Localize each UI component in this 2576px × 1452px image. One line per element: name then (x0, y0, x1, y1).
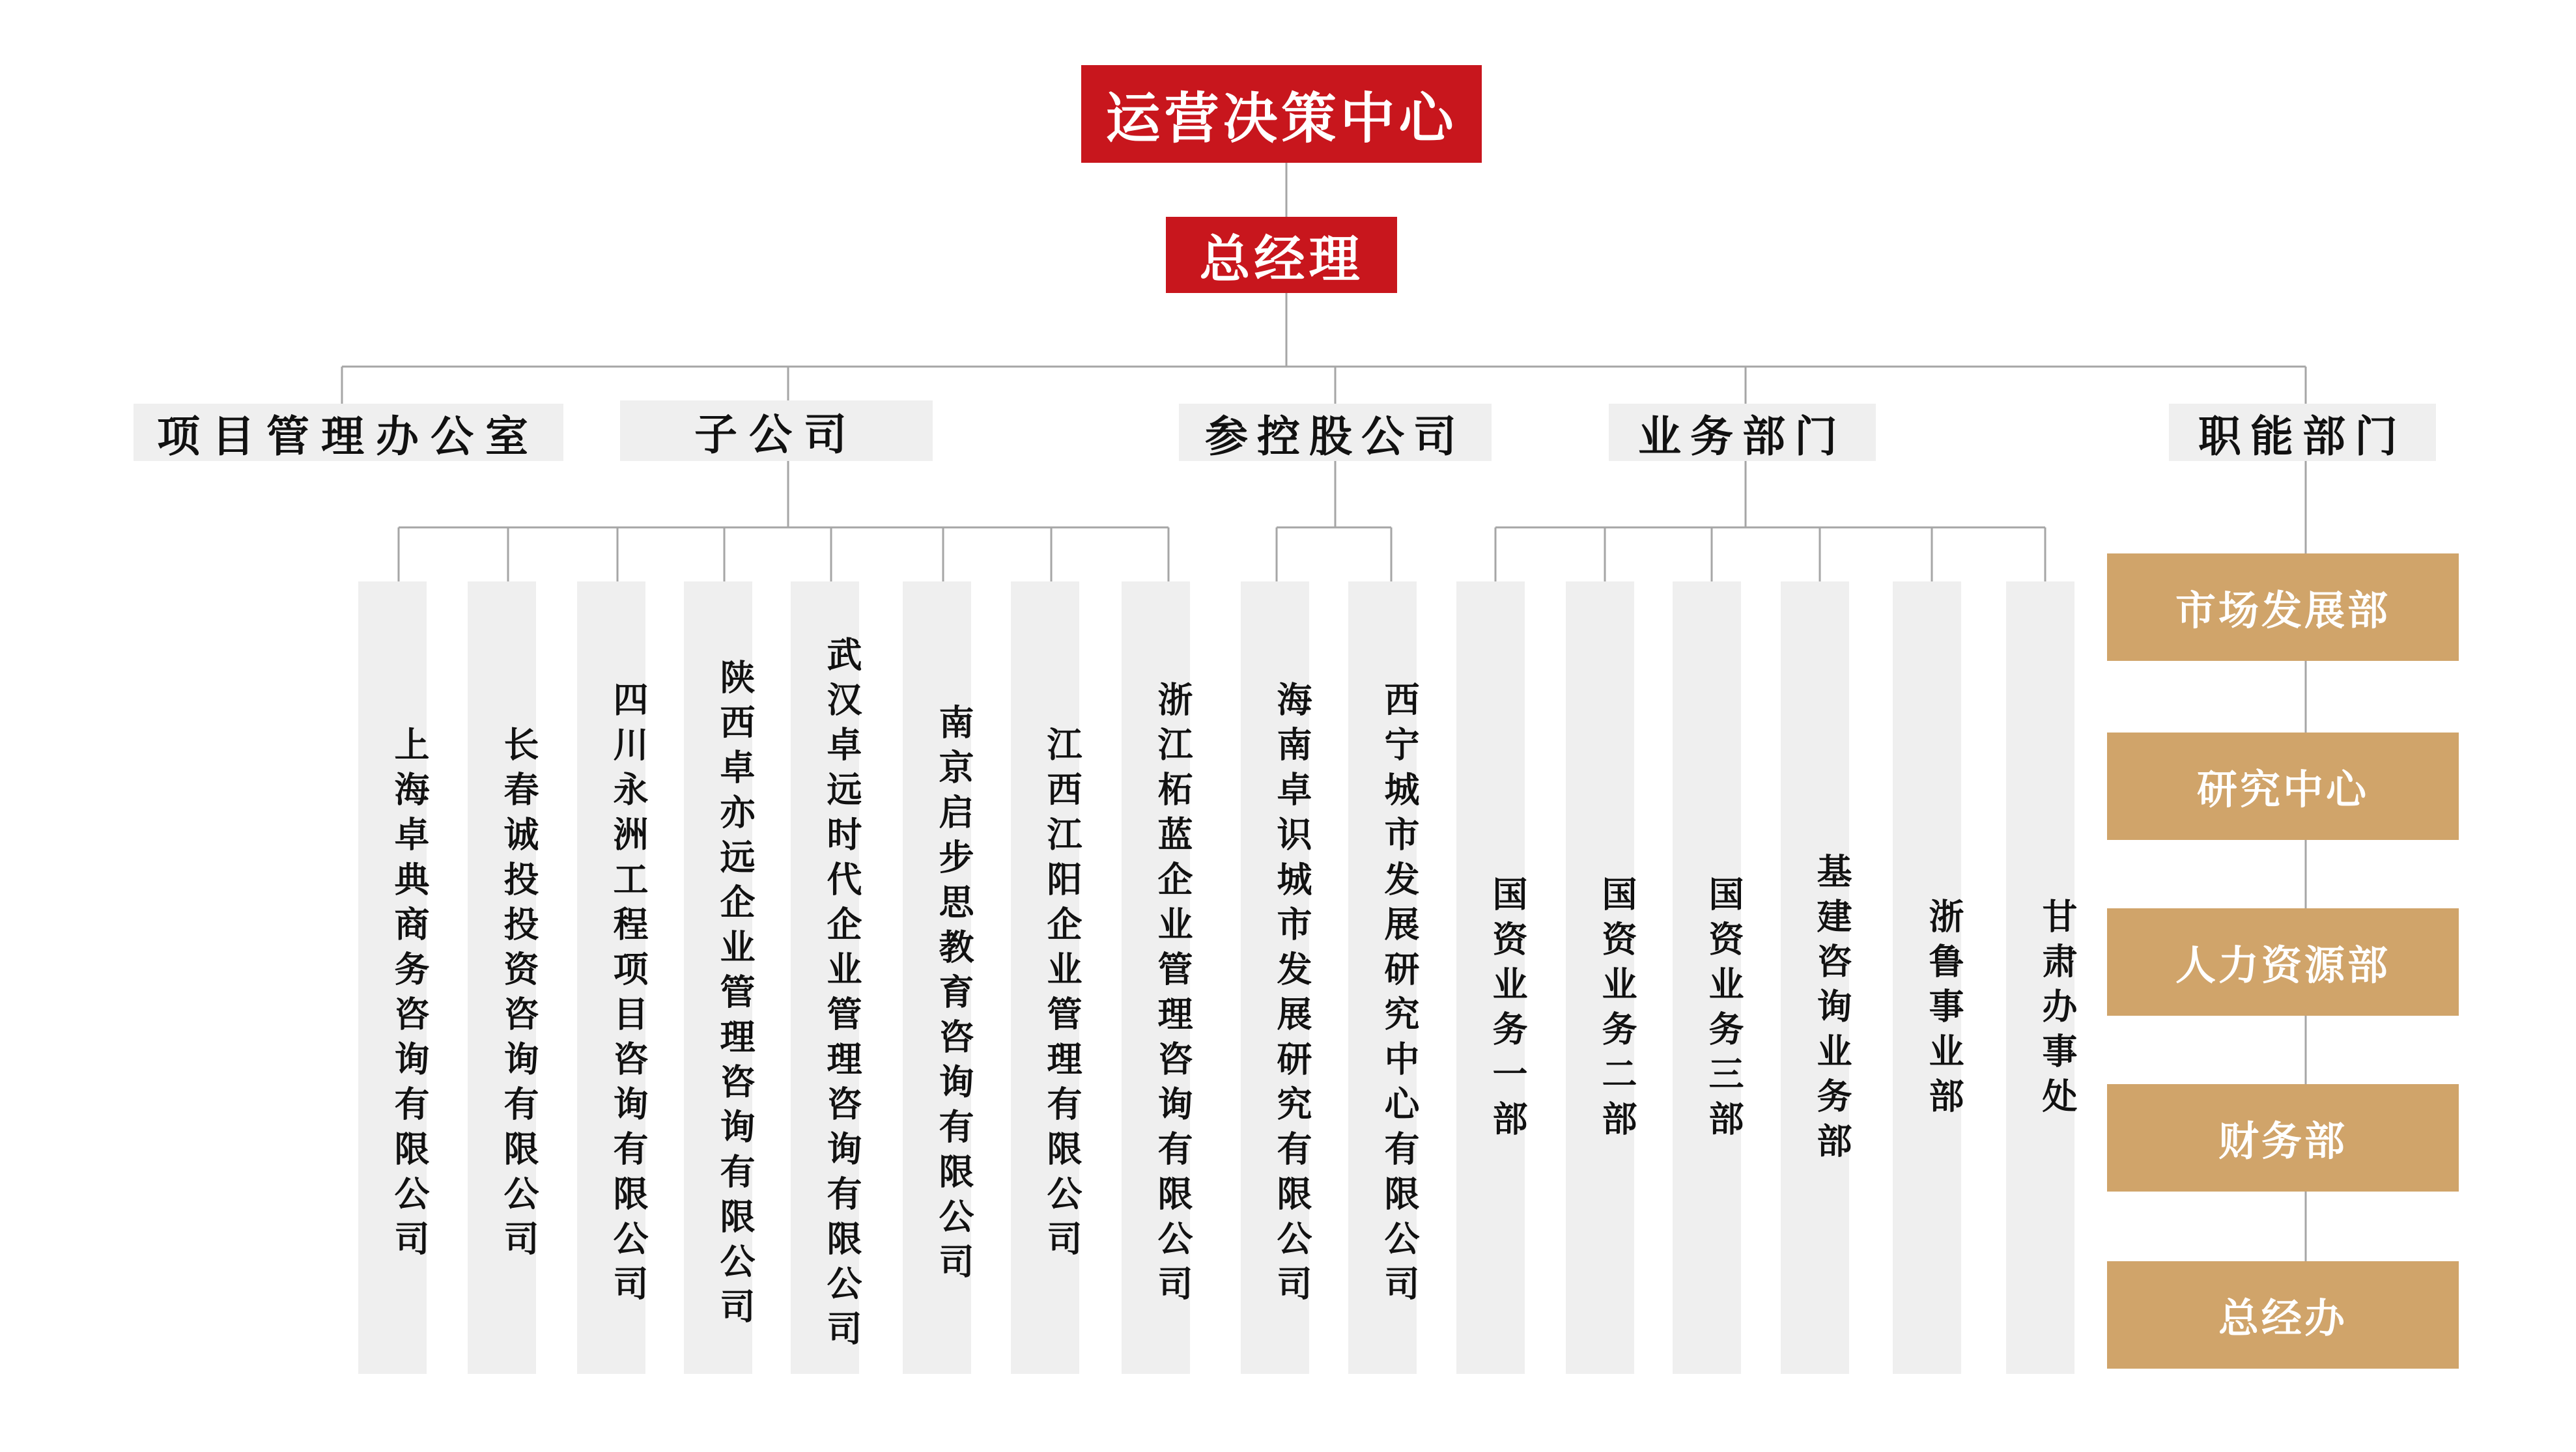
subsidiary-node: 四川永洲工程项目咨询有限公司 (577, 581, 645, 1374)
functional-dept-node: 总经办 (2107, 1261, 2459, 1369)
business-dept-node: 甘肃办事处 (2006, 581, 2074, 1374)
holding-node: 西宁城市发展研究中心有限公司 (1348, 581, 1417, 1374)
holding-node: 海南卓识城市发展研究有限公司 (1241, 581, 1309, 1374)
branch-subsidiaries: 子公司 (620, 400, 933, 461)
business-dept-node: 基建咨询业务部 (1781, 581, 1849, 1374)
functional-dept-node: 人力资源部 (2107, 908, 2459, 1016)
subsidiary-node: 上海卓典商务咨询有限公司 (358, 581, 427, 1374)
branch-functional: 职能部门 (2169, 404, 2436, 461)
subsidiary-node: 武汉卓远时代企业管理咨询有限公司 (791, 581, 859, 1374)
business-dept-node: 国资业务一部 (1456, 581, 1525, 1374)
root-node: 运营决策中心 (1081, 65, 1482, 163)
ceo-node: 总经理 (1166, 217, 1397, 293)
business-dept-node: 浙鲁事业部 (1893, 581, 1961, 1374)
subsidiary-node: 浙江柘蓝企业管理咨询有限公司 (1122, 581, 1190, 1374)
subsidiary-node: 长春诚投投资咨询有限公司 (468, 581, 536, 1374)
subsidiary-node: 南京启步思教育咨询有限公司 (903, 581, 971, 1374)
branch-business: 业务部门 (1609, 404, 1876, 461)
branch-pmo: 项目管理办公室 (134, 404, 563, 461)
functional-dept-node: 研究中心 (2107, 733, 2459, 840)
subsidiary-node: 陕西卓亦远企业管理咨询有限公司 (684, 581, 752, 1374)
business-dept-node: 国资业务二部 (1566, 581, 1634, 1374)
functional-dept-node: 市场发展部 (2107, 553, 2459, 661)
subsidiary-node: 江西江阳企业管理有限公司 (1011, 581, 1079, 1374)
business-dept-node: 国资业务三部 (1673, 581, 1741, 1374)
branch-holdings: 参控股公司 (1179, 404, 1492, 461)
functional-dept-node: 财务部 (2107, 1084, 2459, 1192)
